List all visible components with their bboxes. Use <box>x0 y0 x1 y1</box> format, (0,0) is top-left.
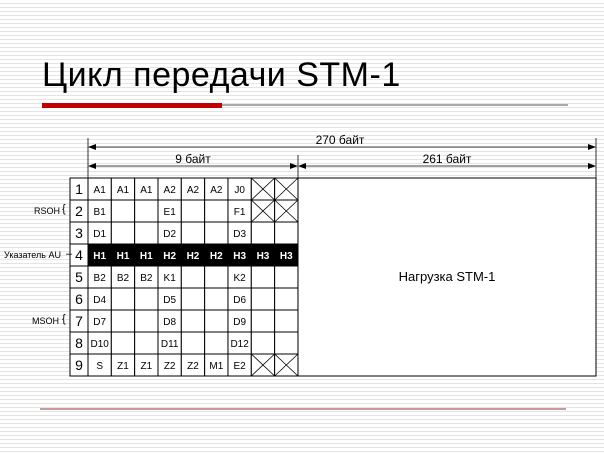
overhead-byte-label: Z1 <box>140 361 153 372</box>
overhead-byte-label: A2 <box>186 185 200 196</box>
overhead-byte-label: E1 <box>163 207 176 218</box>
overhead-cell <box>111 332 134 354</box>
overhead-byte-label: E2 <box>233 361 246 372</box>
overhead-cell <box>251 310 274 332</box>
overhead-byte-label: H2 <box>186 251 200 262</box>
overhead-byte-label: F1 <box>233 207 246 218</box>
overhead-byte-label: H1 <box>139 251 153 262</box>
overhead-cell <box>205 332 228 354</box>
msoh-brace: { <box>62 313 66 325</box>
overhead-byte-label: H3 <box>256 251 270 262</box>
overhead-cell <box>181 332 204 354</box>
overhead-cell <box>275 310 298 332</box>
overhead-byte-label: A1 <box>116 185 130 196</box>
overhead-cell <box>181 288 204 310</box>
msoh-label: MSOH <box>32 316 59 326</box>
overhead-grid <box>70 178 298 376</box>
pointer-arrow: – <box>66 248 73 260</box>
overhead-byte-label: B2 <box>93 273 106 284</box>
overhead-byte-label: D12 <box>230 339 249 350</box>
overhead-cell <box>251 288 274 310</box>
overhead-byte-label: B2 <box>140 273 153 284</box>
overhead-cell <box>135 200 158 222</box>
overhead-cell <box>275 332 298 354</box>
overhead-byte-label: A1 <box>93 185 106 196</box>
overhead-byte-label: M1 <box>209 361 224 372</box>
arrowhead-left <box>88 163 96 169</box>
overhead-byte-label: K2 <box>233 273 246 284</box>
overhead-cell <box>275 222 298 244</box>
overhead-byte-label: A2 <box>210 185 223 196</box>
overhead-byte-label: J0 <box>234 185 245 196</box>
overhead-cell <box>111 222 134 244</box>
slide-title: Цикл передачи STM-1 <box>42 56 401 94</box>
arrowhead-right <box>290 163 298 169</box>
overhead-cell <box>111 310 134 332</box>
overhead-byte-label: D2 <box>163 229 177 240</box>
pointer-label: Указатель AU <box>4 250 61 260</box>
overhead-byte-label: H1 <box>116 251 130 262</box>
overhead-cell <box>205 310 228 332</box>
overhead-byte-label: A1 <box>140 185 153 196</box>
overhead-byte-label: Z2 <box>187 361 199 372</box>
dim-label-total: 270 байт <box>315 133 365 147</box>
overhead-byte-label: Z2 <box>163 361 176 372</box>
overhead-byte-label: D6 <box>233 295 247 306</box>
overhead-byte-label: K1 <box>163 273 176 284</box>
footer-rule <box>40 408 566 410</box>
overhead-cell <box>205 266 228 288</box>
rsoh-brace: { <box>62 203 66 215</box>
overhead-byte-label: D5 <box>163 295 177 306</box>
overhead-byte-label: D10 <box>90 339 109 350</box>
row-number: 1 <box>75 181 83 197</box>
overhead-cell <box>205 288 228 310</box>
overhead-byte-label: H1 <box>93 251 107 262</box>
overhead-cell <box>181 222 204 244</box>
overhead-byte-label: Z1 <box>117 361 129 372</box>
overhead-byte-label: B1 <box>93 207 106 218</box>
overhead-byte-label: D7 <box>93 317 107 328</box>
overhead-byte-label: H2 <box>163 251 177 262</box>
overhead-cell <box>251 222 274 244</box>
overhead-byte-label: D11 <box>160 339 179 350</box>
overhead-cell <box>135 332 158 354</box>
overhead-cell <box>135 310 158 332</box>
arrowhead-right <box>588 163 596 169</box>
overhead-cell <box>135 222 158 244</box>
arrowhead-right <box>588 144 596 150</box>
row-number: 9 <box>75 357 83 373</box>
overhead-byte-label: D3 <box>233 229 247 240</box>
row-number: 6 <box>75 291 83 307</box>
overhead-byte-label: B2 <box>116 273 130 284</box>
overhead-byte-label: D9 <box>233 317 247 328</box>
overhead-cell <box>181 200 204 222</box>
overhead-cell <box>251 332 274 354</box>
dimension-arrows <box>88 133 596 178</box>
overhead-cell <box>181 266 204 288</box>
row-number: 7 <box>75 313 83 329</box>
overhead-byte-label: D4 <box>93 295 107 306</box>
rsoh-label: RSOH <box>34 206 61 216</box>
dim-label-payload: 261 байт <box>422 152 472 166</box>
overhead-byte-label: S <box>96 361 104 372</box>
row-number: 4 <box>75 247 83 263</box>
overhead-byte-label: A2 <box>163 185 176 196</box>
overhead-byte-label: H3 <box>233 251 247 262</box>
overhead-byte-label: D8 <box>163 317 177 328</box>
overhead-cell <box>275 266 298 288</box>
row-number: 5 <box>75 269 83 285</box>
overhead-cell <box>251 266 274 288</box>
payload-label: Нагрузка STM-1 <box>398 269 496 284</box>
overhead-cell <box>111 288 134 310</box>
overhead-byte-label: H3 <box>279 251 293 262</box>
row-number: 2 <box>75 203 83 219</box>
overhead-byte-label: H2 <box>209 251 223 262</box>
overhead-cell <box>205 200 228 222</box>
overhead-byte-label: D1 <box>93 229 107 240</box>
dim-label-overhead: 9 байт <box>175 152 211 166</box>
overhead-cell <box>111 200 134 222</box>
row-number: 3 <box>75 225 83 241</box>
overhead-cell <box>275 288 298 310</box>
overhead-cell <box>135 288 158 310</box>
arrowhead-left <box>298 163 306 169</box>
overhead-cell <box>205 222 228 244</box>
overhead-cell <box>181 310 204 332</box>
arrowhead-left <box>88 144 96 150</box>
row-number: 8 <box>75 335 83 351</box>
